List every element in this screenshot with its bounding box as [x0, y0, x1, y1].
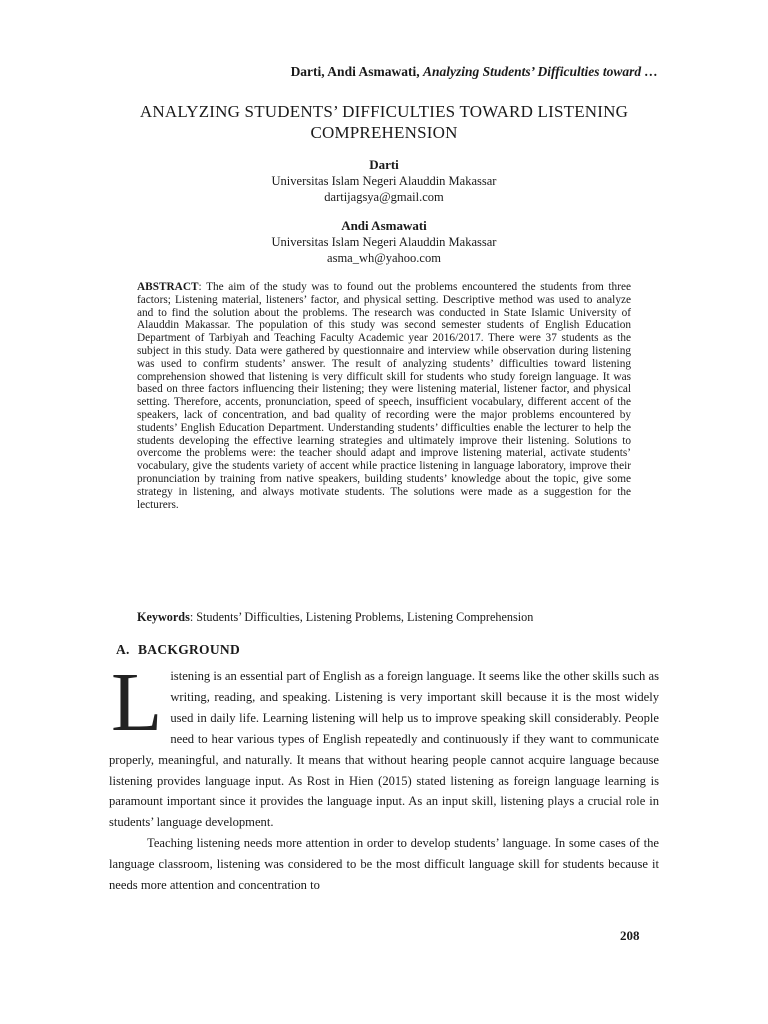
section-title: BACKGROUND: [138, 642, 241, 657]
keywords: [137, 610, 657, 625]
author-block-1: [150, 157, 618, 205]
body-paragraph-1: [109, 656, 659, 833]
author-affiliation: Universitas Islam Negeri Alauddin Makassar: [271, 235, 497, 249]
author-affiliation: Universitas Islam Negeri Alauddin Makassar: [271, 174, 497, 188]
body-text: [109, 656, 659, 896]
keywords-label: Keywords: [137, 610, 190, 624]
abstract: [137, 281, 631, 511]
running-header: [0, 64, 658, 80]
running-header-authors: Darti, Andi Asmawati,: [290, 64, 420, 79]
running-header-title: Analyzing Students’ Difficulties toward …: [422, 64, 658, 79]
abstract-label: ABSTRACT: [137, 281, 199, 293]
abstract-text: : The aim of the study was to found out the problems encountered the students from three factors; Listening material, listeners’ factor, and physical setting. Descriptive method was used to analyze and to find the solution about the problems. The research was conducted in State Islamic University of Alauddin Makassar. The population of this study was second semester students of English Education Department of Tarbiyah and Teaching Faculty Academic year 2016/2017. There were 37 students as the subject in this study. Data were gathered by questionnaire and interview while observation during listening was used to confirm students’ answer. The result of analyzing students’ difficulties toward listening comprehension showed that listening is very difficult skill for students who study foreign language. It was based on three factors influencing their listening; they were listening material, listener factor, and physical setting. Therefore, accents, pronunciation, speed of speech, insufficient vocabulary, different accent of the speakers, lack of concentration, and bad quality of recording were the major problems encountered by students’ English Education Department. Understanding students’ difficulties enable the lecturer to help the students developing the effective learning strategies and ultimately improve their listening. Solutions to overcome the problems were: the teacher should adapt and improve listening material, activate students’ vocabulary, give the students variety of accent while practice listening in language laboratory, improve their pronunciation by training from native speakers, building students’ knowledge about the topic, give some strategy in listening, and always motivate students. The solutions were made as a suggestion for the lecturers.: [137, 281, 631, 511]
section-number: A.: [116, 642, 130, 657]
paper-title: ANALYZING STUDENTS’ DIFFICULTIES TOWARD LISTENING COMPREHENSION: [139, 102, 629, 142]
drop-cap: L: [111, 656, 163, 749]
author-name: Andi Asmawati: [341, 218, 427, 233]
keywords-text: : Students’ Difficulties, Listening Problems, Listening Comprehension: [189, 610, 534, 624]
author-block-2: [150, 218, 618, 266]
author-name: Darti: [369, 157, 399, 172]
page-number: 208: [620, 928, 640, 943]
author-email: dartijagsya@gmail.com: [324, 190, 444, 204]
body-paragraph-2: Teaching listening needs more attention in order to develop students’ language. In some cases of the language classroom, listening was considered to be the most difficult language skill for students because it needs more attention and concentration to: [109, 836, 659, 893]
paragraph-1-text: istening is an essential part of English as a foreign language. It seems like the other skills such as writing, reading, and speaking. Listening is very important skill because it is the most widely used in daily life. Learning listening will help us to improve speaking skill considerably. People need to hear various types of English repeatedly and continuously if they want to communicate properly, meaningful, and naturally. It means that without hearing people cannot acquire language because listening provides language input. As Rost in Hien (2015) stated listening as foreign language learning is paramount important since it provides the language input. As an input skill, listening plays a crucial role in students’ language development.: [109, 669, 659, 830]
author-email: asma_wh@yahoo.com: [327, 251, 441, 265]
